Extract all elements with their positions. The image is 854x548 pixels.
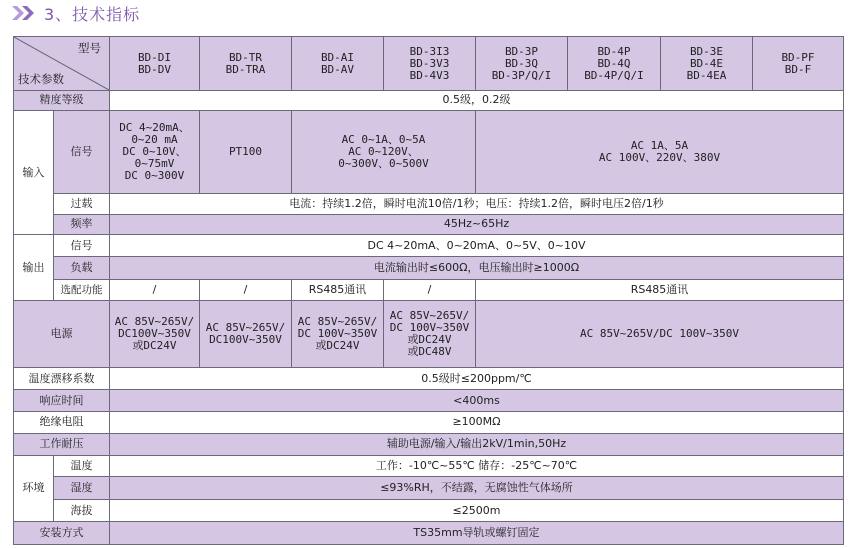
overload-label: 过载 <box>54 193 110 214</box>
table-row <box>14 235 844 257</box>
output-group-label: 输出 <box>14 235 54 300</box>
env-temp-label: 温度 <box>54 455 110 477</box>
model-cell: BD-3E BD-4E BD-4EA <box>661 37 753 91</box>
option-cell: / <box>384 280 476 301</box>
table-row <box>14 257 844 280</box>
power-label: 电源 <box>14 300 110 368</box>
table-row <box>14 110 844 193</box>
frequency-value: 45Hz~65Hz <box>110 214 844 235</box>
temp-drift-value: 0.5级时≤200ppm/℃ <box>110 368 844 390</box>
input-group-label: 输入 <box>14 110 54 235</box>
altitude-value: ≤2500m <box>110 500 844 522</box>
option-cell: / <box>200 280 292 301</box>
input-signal-pt: PT100 <box>200 110 292 193</box>
input-signal-ac-mid: AC 0~1A、0~5A AC 0~120V、 0~300V、0~500V <box>292 110 476 193</box>
table-row <box>14 368 844 390</box>
table-row <box>14 500 844 522</box>
table-row <box>14 411 844 433</box>
withstand-label: 工作耐压 <box>14 433 110 455</box>
power-value: AC 85V~265V/ DC100V~350V <box>200 300 292 368</box>
table-row <box>14 477 844 500</box>
input-signal-label: 信号 <box>54 110 110 193</box>
power-value: AC 85V~265V/DC 100V~350V <box>476 300 844 368</box>
table-row <box>14 280 844 301</box>
input-signal-ac-right: AC 1A、5A AC 100V、220V、380V <box>476 110 844 193</box>
option-cell: RS485通讯 <box>292 280 384 301</box>
table-row <box>14 91 844 111</box>
double-chevron-icon <box>12 4 38 22</box>
model-cell: BD-4P BD-4Q BD-4P/Q/I <box>568 37 661 91</box>
table-header-row <box>14 37 844 91</box>
load-value: 电流输出时≤600Ω，电压输出时≥1000Ω <box>110 257 844 280</box>
section-title <box>12 1 140 25</box>
altitude-label: 海拔 <box>54 500 110 522</box>
output-signal-label: 信号 <box>54 235 110 257</box>
input-signal-dc: DC 4~20mA、 0~20 mA DC 0~10V、 0~75mV DC 0~300V <box>110 110 200 193</box>
param-header-label: 技术参数 <box>18 72 64 87</box>
response-label: 响应时间 <box>14 390 110 412</box>
model-cell: BD-3I3 BD-3V3 BD-4V3 <box>384 37 476 91</box>
table-row <box>14 214 844 235</box>
table-row <box>14 300 844 368</box>
model-cell: BD-DI BD-DV <box>110 37 200 91</box>
model-cell: BD-AI BD-AV <box>292 37 384 91</box>
model-cell: BD-3P BD-3Q BD-3P/Q/I <box>476 37 568 91</box>
environment-group-label: 环境 <box>14 455 54 521</box>
frequency-label: 频率 <box>54 214 110 235</box>
install-label: 安装方式 <box>14 522 110 545</box>
corner-cell <box>14 37 110 91</box>
power-value: AC 85V~265V/ DC 100V~350V 或DC24V <box>292 300 384 368</box>
insulation-label: 绝缘电阻 <box>14 411 110 433</box>
table-row <box>14 390 844 412</box>
option-cell: / <box>110 280 200 301</box>
table-row <box>14 193 844 214</box>
humidity-label: 湿度 <box>54 477 110 500</box>
insulation-value: ≥100MΩ <box>110 411 844 433</box>
section-title-text: 3、技术指标 <box>44 4 141 24</box>
install-value: TS35mm导轨或螺钉固定 <box>110 522 844 545</box>
load-label: 负载 <box>54 257 110 280</box>
model-cell: BD-PF BD-F <box>753 37 844 91</box>
temp-drift-label: 温度漂移系数 <box>14 368 110 390</box>
option-cell: RS485通讯 <box>476 280 844 301</box>
model-cell: BD-TR BD-TRA <box>200 37 292 91</box>
humidity-value: ≤93%RH，不结露，无腐蚀性气体场所 <box>110 477 844 500</box>
power-value: AC 85V~265V/ DC100V~350V 或DC24V <box>110 300 200 368</box>
table-row <box>14 455 844 477</box>
overload-value: 电流：持续1.2倍，瞬时电流10倍/1秒；电压：持续1.2倍，瞬时电压2倍/1秒 <box>110 193 844 214</box>
power-value: AC 85V~265V/ DC 100V~350V 或DC24V 或DC48V <box>384 300 476 368</box>
spec-table <box>13 36 844 545</box>
table-row <box>14 433 844 455</box>
model-header-label: 型号 <box>78 41 101 55</box>
output-signal-value: DC 4~20mA、0~20mA、0~5V、0~10V <box>110 235 844 257</box>
table-row <box>14 522 844 545</box>
accuracy-label: 精度等级 <box>14 91 110 111</box>
withstand-value: 辅助电源/输入/输出2kV/1min,50Hz <box>110 433 844 455</box>
env-temp-value: 工作：-10℃~55℃ 储存：-25℃~70℃ <box>110 455 844 477</box>
response-value: <400ms <box>110 390 844 412</box>
options-label: 选配功能 <box>54 280 110 301</box>
accuracy-value: 0.5级，0.2级 <box>110 91 844 111</box>
